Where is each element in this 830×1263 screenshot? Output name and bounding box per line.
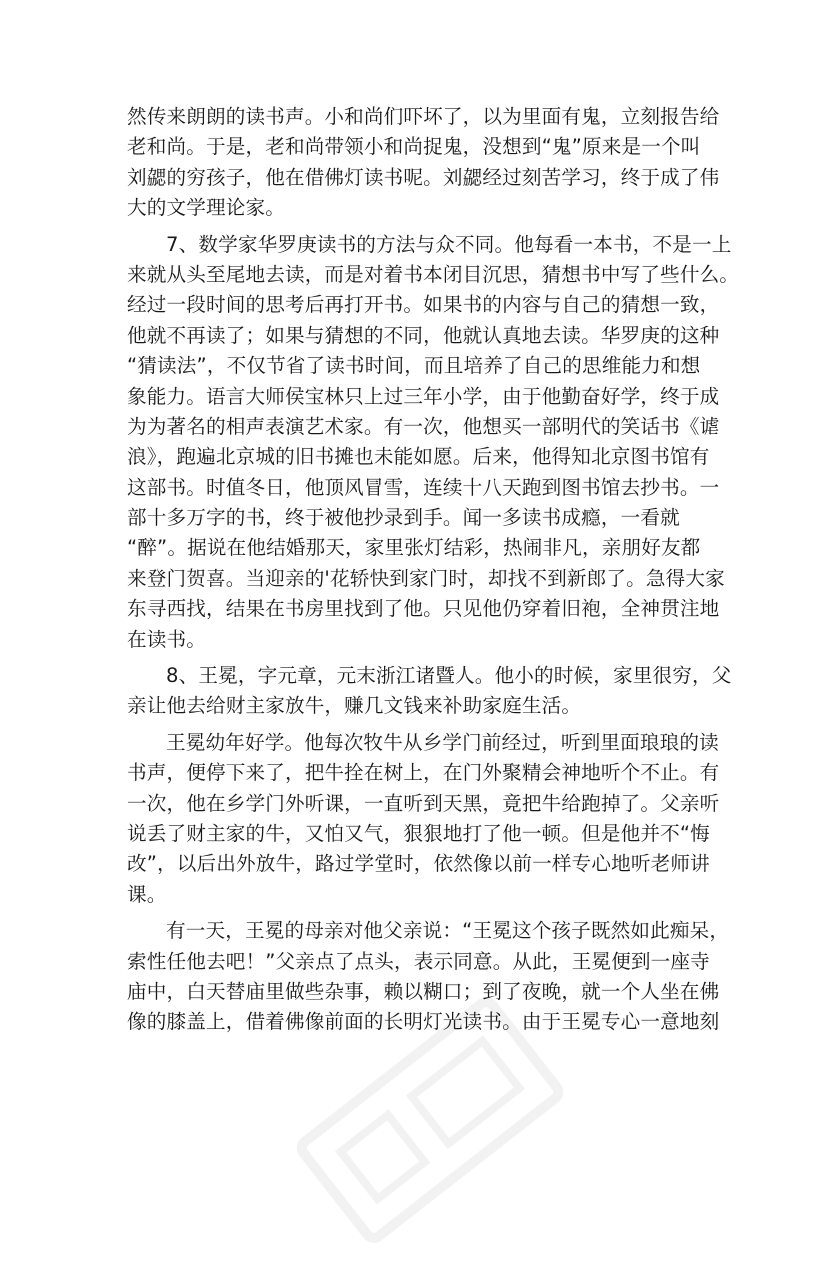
text-line: 东寻西找，结果在书房里找到了他。只见他仍穿着旧袍，全神贯注地 bbox=[127, 597, 720, 621]
text-line: 书声，便停下来了，把牛拴在树上，在门外聚精会神地听个不止。有 bbox=[127, 761, 720, 785]
text-line: 来登门贺喜。当迎亲的'花轿快到家门时，却找不到新郎了。急得大家 bbox=[127, 566, 725, 590]
text-line: “醉”。据说在他结婚那天，家里张灯结彩，热闹非凡，亲朋好友都 bbox=[127, 536, 701, 560]
text-line: 浪》，跑遍北京城的旧书摊也未能如愿。后来，他得知北京图书馆有 bbox=[127, 445, 710, 469]
text-line: 经过一段时间的思考后再打开书。如果书的内容与自己的猜想一致， bbox=[127, 293, 720, 317]
text-line: 改”，以后出外放牛，路过学堂时，依然像以前一样专心地听老师讲 bbox=[127, 852, 710, 876]
text-line: 庙中，白天替庙里做些杂事，赖以糊口；到了夜晚，就一个人坐在佛 bbox=[127, 979, 720, 1003]
text-line: 索性任他去吧！”父亲点了点头，表示同意。从此，王冕便到一座寺 bbox=[127, 949, 710, 973]
text-line: 这部书。时值冬日，他顶风冒雪，连续十八天跑到图书馆去抄书。一 bbox=[127, 475, 720, 499]
text-line: 老和尚。于是，老和尚带领小和尚捉鬼，没想到“鬼”原来是一个叫 bbox=[127, 135, 701, 159]
text-line: 为为著名的相声表演艺术家。有一次，他想买一部明代的笑话书《谑 bbox=[127, 414, 720, 438]
text-line: 说丢了财主家的牛，又怕又气，狠狠地打了他一顿。但是他并不“悔 bbox=[127, 821, 710, 845]
text-line: 来就从头至尾地去读，而是对着书本闭目沉思，猜想书中写了些什么。 bbox=[127, 262, 740, 286]
text-line: 他就不再读了；如果与猜想的不同，他就认真地去读。华罗庚的这种 bbox=[127, 323, 720, 347]
text-line: 7、数学家华罗庚读书的方法与众不同。他每看一本书，不是一上 bbox=[166, 232, 732, 256]
text-line: 王冕幼年好学。他每次牧牛从乡学门前经过，听到里面琅琅的读 bbox=[166, 730, 719, 754]
text-line: 一次，他在乡学门外听课，一直听到天黑，竟把牛给跑掉了。父亲听 bbox=[127, 791, 720, 815]
text-line: 有一天，王冕的母亲对他父亲说：“王冕这个孩子既然如此痴呆， bbox=[166, 919, 730, 943]
text-line: 然传来朗朗的读书声。小和尚们吓坏了，以为里面有鬼，立刻报告给 bbox=[127, 105, 720, 128]
text-line: 课。 bbox=[127, 882, 167, 906]
text-line: 大的文学理论家。 bbox=[127, 196, 285, 220]
text-line: 亲让他去给财主家放牛，赚几文钱来补助家庭生活。 bbox=[127, 694, 582, 718]
text-line: 刘勰的穷孩子，他在借佛灯读书呢。刘勰经过刻苦学习，终于成了伟 bbox=[127, 165, 720, 189]
text-line: “猜读法”，不仅节省了读书时间，而且培养了自己的思维能力和想 bbox=[127, 354, 701, 378]
text-line: 8、王冕，字元章，元末浙江诸暨人。他小的时候，家里很穷，父 bbox=[166, 664, 732, 688]
text-line: 像的膝盖上，借着佛像前面的长明灯光读书。由于王冕专心一意地刻 bbox=[127, 1010, 720, 1034]
text-line: 在读书。 bbox=[127, 627, 206, 651]
text-line: 部十多万字的书，终于被他抄录到手。闻一多读书成瘾，一看就 bbox=[127, 506, 680, 530]
body-text bbox=[127, 102, 740, 1038]
text-line: 象能力。语言大师侯宝林只上过三年小学，由于他勤奋好学，终于成 bbox=[127, 384, 720, 408]
